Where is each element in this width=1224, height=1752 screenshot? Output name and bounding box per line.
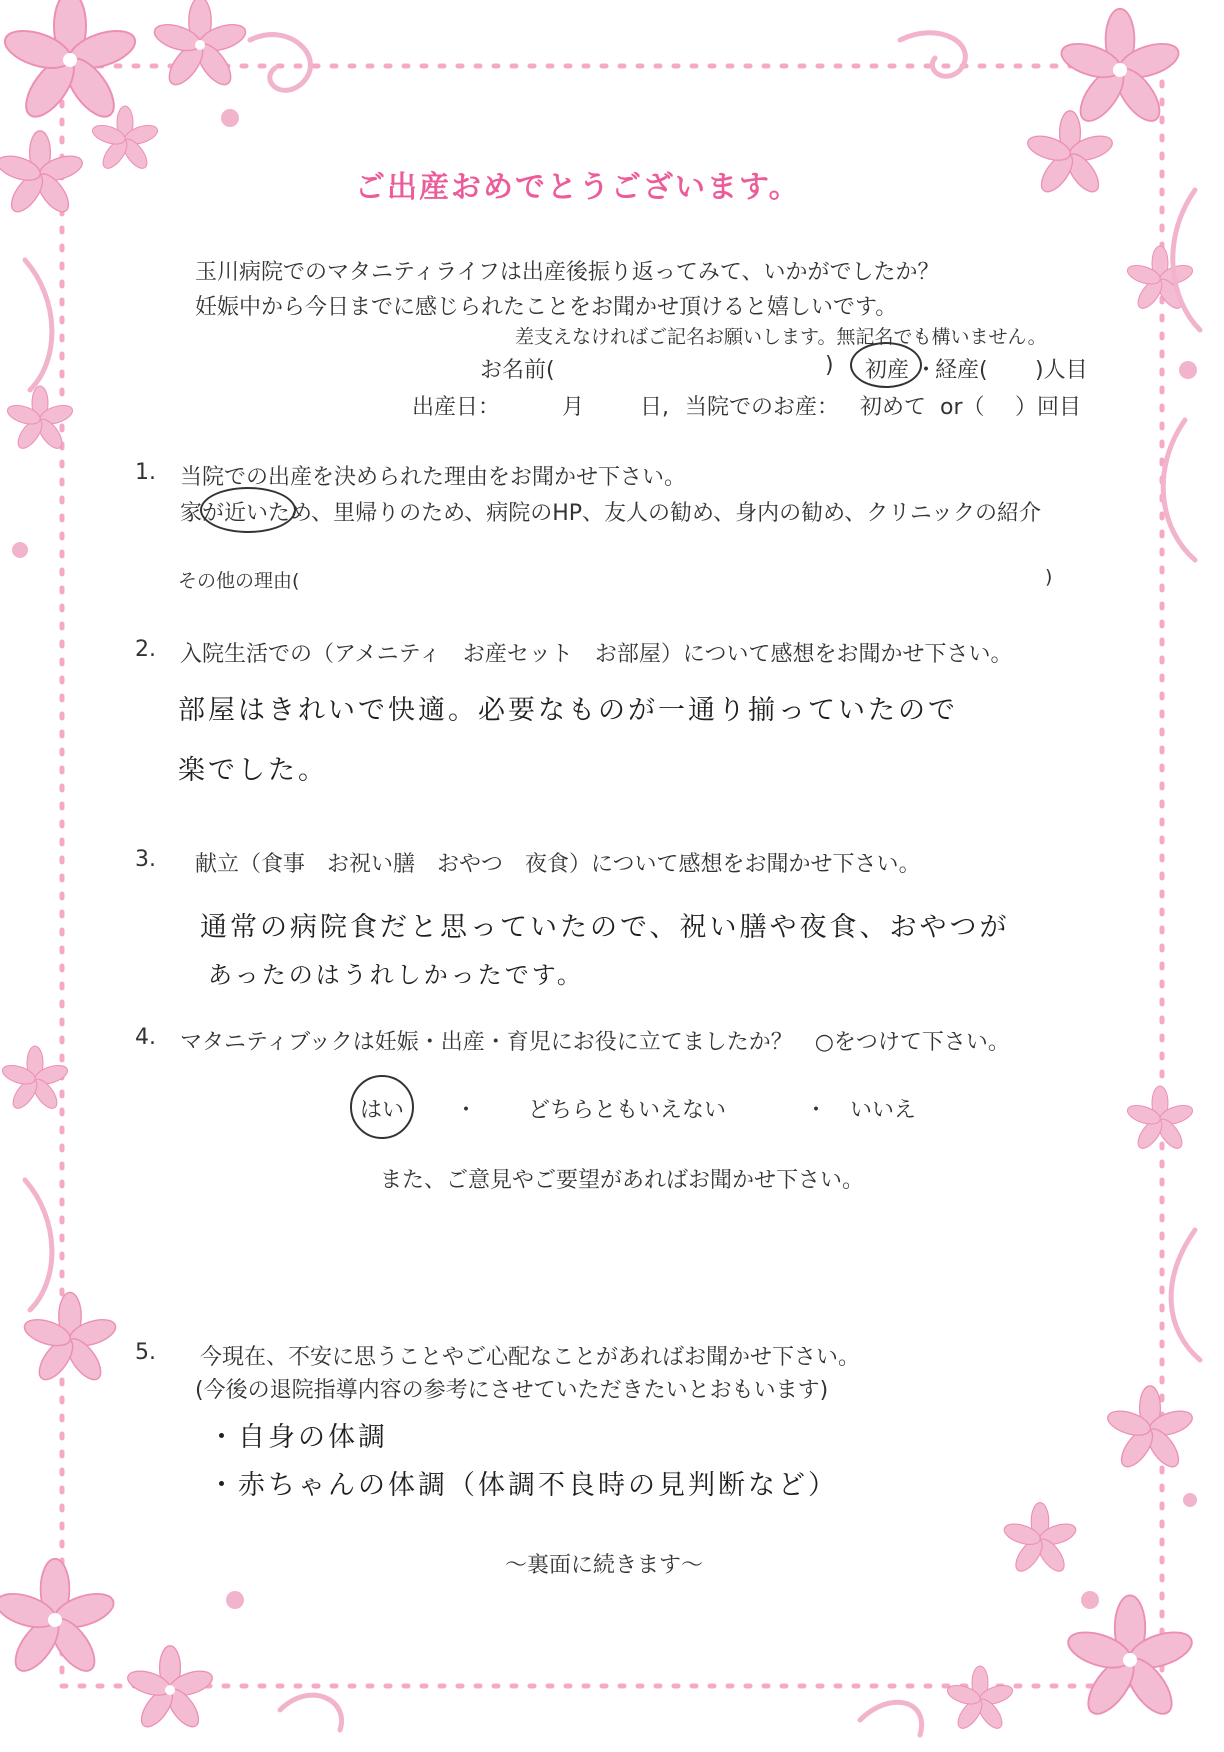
q2-question: 入院生活での（アメニティ お産セット お部屋）について感想をお聞かせ下さい。 — [180, 642, 1013, 667]
birth-month-label: 月 — [562, 395, 585, 420]
q3-number: 3. — [135, 847, 156, 872]
name-label: お名前( — [480, 358, 555, 383]
q4-question: マタニティブックは妊娠・出産・育児にお役に立てましたか？ ○をつけて下さい。 — [180, 1030, 1010, 1055]
q3-answer-line-1: 通常の病院食だと思っていたので、祝い膳や夜食、おやつが — [200, 912, 1010, 943]
birth-date-label: 出産日： — [412, 395, 501, 420]
page-title: ご出産おめでとうございます。 — [355, 170, 801, 205]
q1-other-label: その他の理由( — [178, 570, 300, 592]
anonymous-note: 差支えなければご記名お願いします。無記名でも構いません。 — [515, 326, 1047, 348]
parity-count: )人目 — [1035, 358, 1088, 383]
handwritten-circle — [200, 487, 296, 533]
q2-number: 2. — [135, 637, 156, 662]
q3-question: 献立（食事 お祝い膳 おやつ 夜食）について感想をお聞かせ下さい。 — [195, 852, 921, 877]
handwritten-circle — [850, 342, 922, 388]
q4-option-no: いいえ — [850, 1098, 917, 1123]
parity-first-option: 初産 — [865, 358, 910, 383]
q4-number: 4. — [135, 1025, 156, 1050]
parity-multi-option: 経産( — [935, 358, 988, 383]
or-label: or（ — [940, 395, 985, 420]
q2-answer-line-2: 楽でした。 — [178, 755, 328, 786]
name-close: ) — [825, 353, 834, 378]
q4-dot-1: ・ — [455, 1098, 478, 1123]
times-label: ）回目 — [1015, 395, 1082, 420]
q5-number: 5. — [135, 1340, 156, 1365]
handwritten-circle — [350, 1075, 414, 1139]
q4-option-neutral: どちらともいえない — [528, 1098, 727, 1123]
q5-question: 今現在、不安に思うことやご心配なことがあればお聞かせ下さい。 — [200, 1345, 861, 1370]
q5-answer-line-1: ・自身の体調 — [208, 1422, 388, 1453]
q2-answer-line-1: 部屋はきれいで快適。必要なものが一通り揃っていたので — [178, 695, 958, 726]
intro-line-2: 妊娠中から今日までに感じられたことをお聞かせ頂けると嬉しいです。 — [195, 295, 898, 320]
q3-answer-line-2: あったのはうれしかったです。 — [208, 961, 584, 989]
q4-dot-2: ・ — [805, 1098, 828, 1123]
q5-answer-line-2: ・赤ちゃんの体調（体調不良時の見判断など） — [208, 1470, 838, 1501]
q1-other-close: ) — [1045, 566, 1053, 588]
first-time-option: 初めて — [860, 395, 927, 420]
parity-separator: ・ — [915, 358, 938, 383]
q1-number: 1. — [135, 460, 156, 485]
q5-subnote: (今後の退院指導内容の参考にさせていただきたいとおもいます) — [195, 1378, 829, 1403]
q4-option-yes: はい — [360, 1098, 405, 1123]
hospital-birth-label: 当院でのお産： — [685, 395, 840, 420]
continued-on-back: ～裏面に続きます～ — [505, 1553, 704, 1578]
q1-question: 当院での出産を決められた理由をお聞かせ下さい。 — [180, 465, 687, 490]
q4-followup: また、ご意見やご要望があればお聞かせ下さい。 — [380, 1168, 865, 1193]
birth-day-label: 日, — [640, 395, 669, 420]
intro-line-1: 玉川病院でのマタニティライフは出産後振り返ってみて、いかがでしたか？ — [195, 260, 940, 285]
q1-options: 家が近いため、里帰りのため、病院のHP、友人の勧め、身内の勧め、クリニックの紹介 — [180, 501, 1041, 526]
